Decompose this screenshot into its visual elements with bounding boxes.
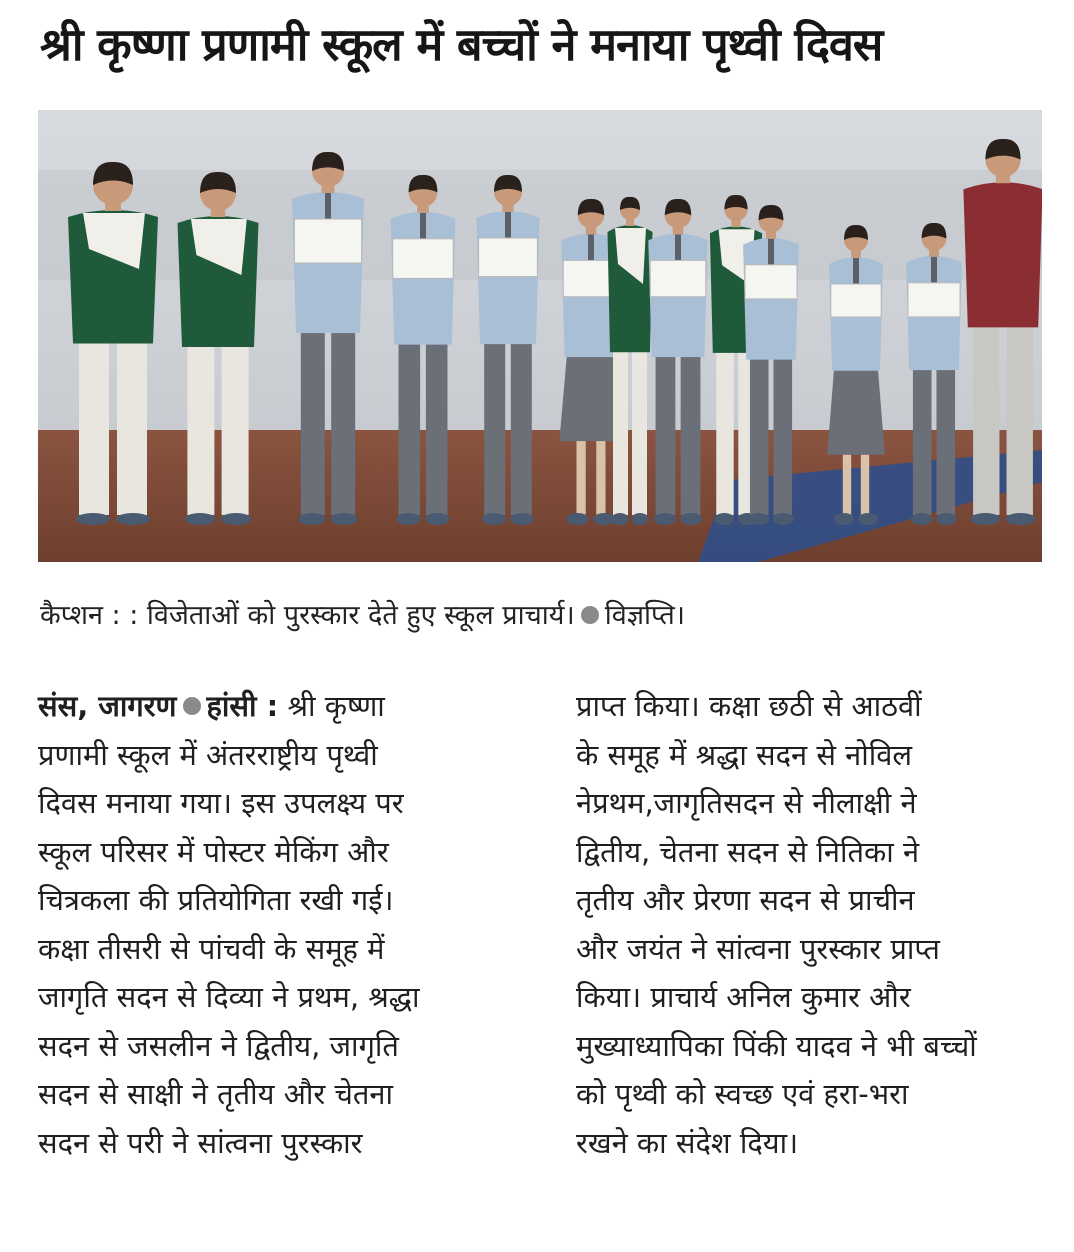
article-body-right-column <box>576 682 1066 1167</box>
bullet-dot-icon <box>581 606 599 624</box>
body-line: दिवस मनाया गया। इस उपलक्ष्य पर <box>38 786 404 820</box>
dateline-line <box>38 682 528 731</box>
caption-text: कैप्शन : : विजेताओं को पुरस्कार देते हुए स्कूल प्राचार्य। <box>40 600 575 631</box>
body-line: चित्रकला की प्रतियोगिता रखी गई। <box>38 883 394 917</box>
photo-caption <box>40 596 1040 636</box>
body-line: और जयंत ने सांत्वना पुरस्कार प्राप्त <box>576 931 940 966</box>
body-line: द्वितीय, चेतना सदन से नितिका ने <box>576 834 920 869</box>
body-line: कक्षा तीसरी से पांचवी के समूह में <box>38 931 385 966</box>
article-body-left-column <box>38 682 528 1167</box>
body-text: श्री कृष्णा <box>287 689 385 723</box>
bullet-dot-icon <box>183 697 201 715</box>
body-line: मुख्याध्यापिका पिंकी यादव ने भी बच्चों <box>576 1028 977 1063</box>
body-line: को पृथ्वी को स्वच्छ एवं हरा-भरा <box>576 1077 909 1111</box>
body-line: सदन से साक्षी ने तृतीय और चेतना <box>38 1077 393 1111</box>
dateline-place: हांसी : <box>206 689 279 723</box>
body-line: नेप्रथम,जागृतिसदन से नीलाक्षी ने <box>576 786 917 820</box>
body-line: जागृति सदन से दिव्या ने प्रथम, श्रद्धा <box>38 980 420 1014</box>
dateline-source: संस, जागरण <box>38 689 177 723</box>
body-line: रखने का संदेश दिया। <box>576 1125 799 1160</box>
article-photo <box>38 110 1042 562</box>
body-line: स्कूल परिसर में पोस्टर मेकिंग और <box>38 834 389 869</box>
body-line: तृतीय और प्रेरणा सदन से प्राचीन <box>576 883 915 917</box>
caption-credit: विज्ञप्ति। <box>604 600 685 631</box>
body-line: के समूह में श्रद्धा सदन से नोविल <box>576 737 913 772</box>
group-photo-image <box>38 110 1042 562</box>
body-line: सदन से जसलीन ने द्वितीय, जागृति <box>38 1028 399 1063</box>
body-line: सदन से परी ने सांत्वना पुरस्कार <box>38 1125 363 1160</box>
body-line: प्राप्त किया। कक्षा छठी से आठवीं <box>576 689 922 723</box>
article-headline: श्री कृष्णा प्रणामी स्कूल में बच्चों ने मनाया पृथ्वी दिवस <box>40 18 883 71</box>
body-line: किया। प्राचार्य अनिल कुमार और <box>576 980 911 1014</box>
body-line: प्रणामी स्कूल में अंतरराष्ट्रीय पृथ्वी <box>38 737 378 772</box>
